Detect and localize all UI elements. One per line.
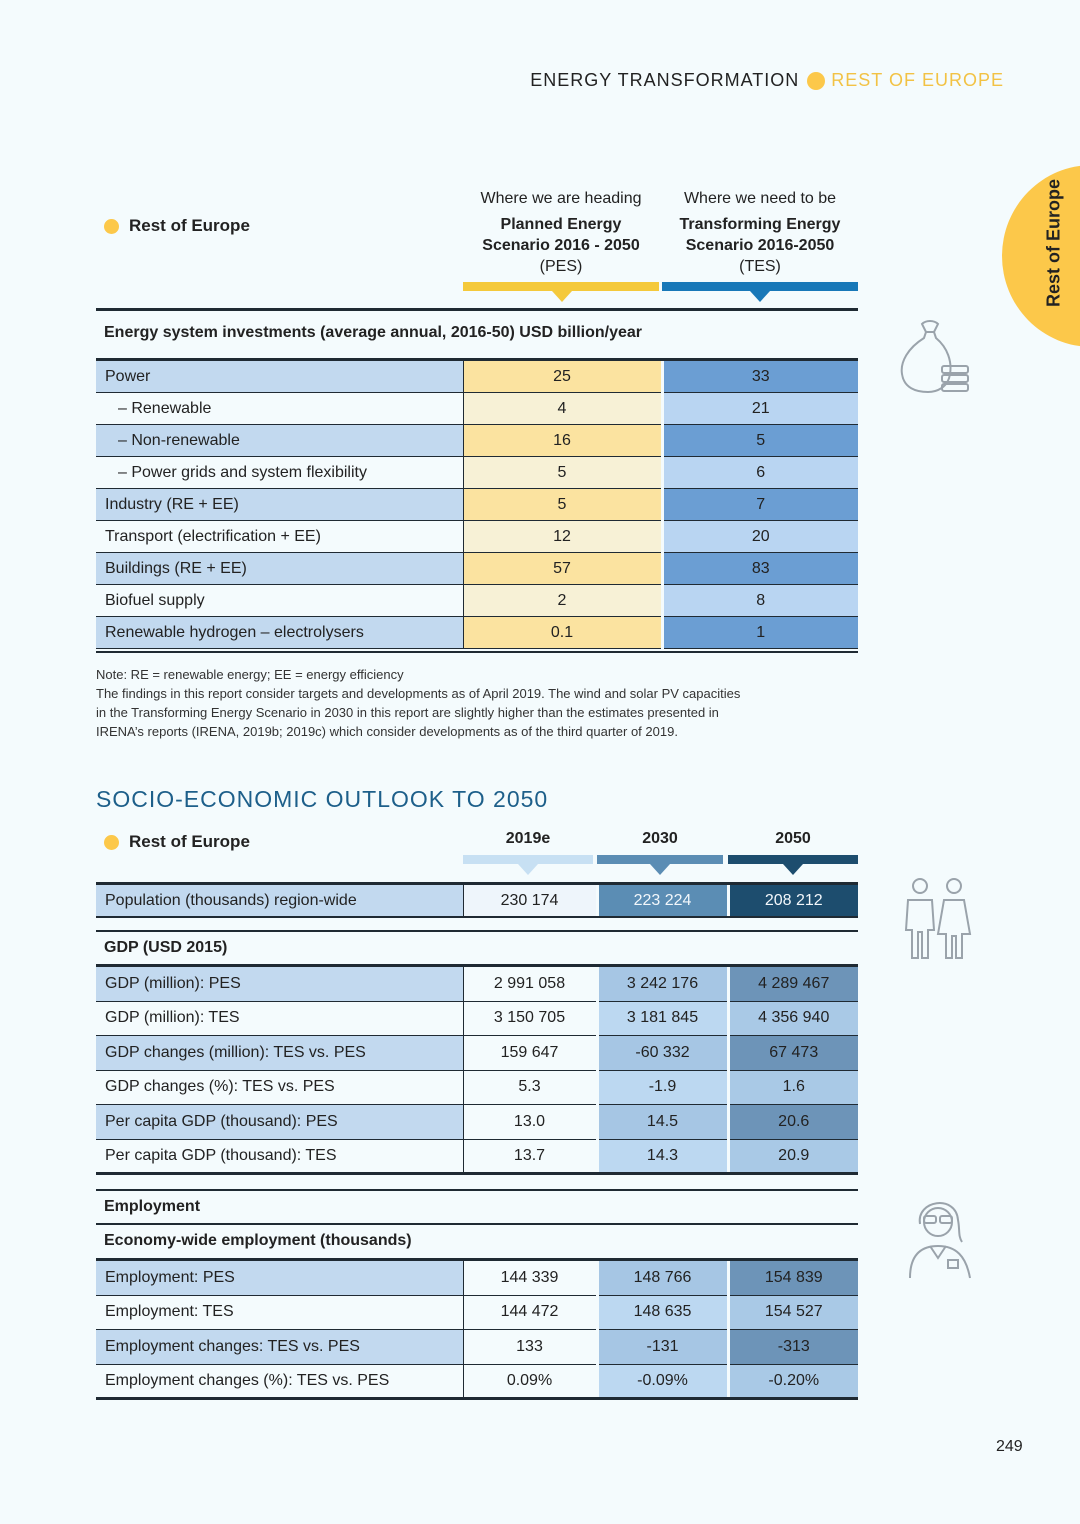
row-label: Power xyxy=(96,361,463,393)
value-2030: -131 xyxy=(597,1330,728,1365)
table-row xyxy=(96,1330,858,1365)
investment-bottom-rule xyxy=(96,651,858,653)
page-header xyxy=(530,70,1004,91)
tes-value: 6 xyxy=(662,457,858,489)
value-2050: 20.6 xyxy=(728,1105,858,1140)
row-label: GDP changes (%): TES vs. PES xyxy=(96,1070,463,1105)
table-row xyxy=(96,553,858,585)
row-label: Biofuel supply xyxy=(96,585,463,617)
tes-value: 33 xyxy=(662,361,858,393)
value-2019e: 133 xyxy=(463,1330,597,1365)
row-label: GDP changes (million): TES vs. PES xyxy=(96,1036,463,1071)
value-2050: 1.6 xyxy=(728,1070,858,1105)
table-row xyxy=(96,1295,858,1330)
tes-line2: Scenario 2016-2050 xyxy=(685,237,835,254)
investment-region-label: Rest of Europe xyxy=(129,216,250,235)
pes-value: 2 xyxy=(463,585,662,617)
tes-arrow-icon xyxy=(750,291,770,302)
value-2019e: 0.09% xyxy=(463,1364,597,1399)
row-label: Industry (RE + EE) xyxy=(96,489,463,521)
year-2019-arrow-icon xyxy=(518,864,538,875)
page-number: 249 xyxy=(996,1438,1023,1455)
row-label: Per capita GDP (thousand): PES xyxy=(96,1105,463,1140)
row-label: GDP (million): TES xyxy=(96,1001,463,1036)
table-row xyxy=(96,1364,858,1399)
table-row xyxy=(96,489,858,521)
pes-sub: Where we are heading xyxy=(480,190,642,207)
row-label: Transport (electrification + EE) xyxy=(96,521,463,553)
employment-subtitle: Economy-wide employment (thousands) xyxy=(104,1232,412,1249)
table-row xyxy=(96,967,858,1001)
value-2030: 14.3 xyxy=(597,1139,728,1174)
year-2050-bar xyxy=(728,855,858,864)
value-2030: -60 332 xyxy=(597,1036,728,1071)
note-line: Note: RE = renewable energy; EE = energy efficiency xyxy=(96,667,404,682)
row-label: Per capita GDP (thousand): TES xyxy=(96,1139,463,1174)
value-2019e: 13.0 xyxy=(463,1105,597,1140)
population-2030: 223 224 xyxy=(597,885,728,917)
tes-value: 83 xyxy=(662,553,858,585)
population-2019: 230 174 xyxy=(463,885,597,917)
year-2050-header: 2050 xyxy=(775,830,811,847)
employment-sub-rule xyxy=(96,1223,858,1225)
gdp-bottom-rule xyxy=(96,1172,858,1175)
socio-region-label: Rest of Europe xyxy=(129,832,250,851)
pes-arrow-icon xyxy=(552,291,572,302)
tes-value: 1 xyxy=(662,617,858,649)
tes-value: 20 xyxy=(662,521,858,553)
investment-top-rule xyxy=(96,308,858,311)
note-line: in the Transforming Energy Scenario in 2030 in this report are slightly higher than the estimates presented in xyxy=(96,705,719,720)
row-label: Employment: TES xyxy=(96,1295,463,1330)
value-2050: 154 527 xyxy=(728,1295,858,1330)
investment-table xyxy=(96,361,858,649)
pes-value: 4 xyxy=(463,393,662,425)
socio-region xyxy=(104,832,250,852)
value-2050: 67 473 xyxy=(728,1036,858,1071)
tes-value: 7 xyxy=(662,489,858,521)
row-label: – Non-renewable xyxy=(96,425,463,457)
table-row xyxy=(96,1001,858,1036)
value-2019e: 5.3 xyxy=(463,1070,597,1105)
pes-value: 0.1 xyxy=(463,617,662,649)
year-2019-header: 2019e xyxy=(505,830,551,847)
table-row xyxy=(96,1070,858,1105)
table-row xyxy=(96,521,858,553)
value-2030: 3 242 176 xyxy=(597,967,728,1001)
value-2050: 4 289 467 xyxy=(728,967,858,1001)
investment-section-title: Energy system investments (average annual, 2016-50) USD billion/year xyxy=(104,324,642,341)
employment-title: Employment xyxy=(104,1198,201,1215)
header-region: REST OF EUROPE xyxy=(831,70,1004,90)
socio-title: SOCIO-ECONOMIC OUTLOOK TO 2050 xyxy=(96,786,549,812)
table-row xyxy=(96,1105,858,1140)
table-row xyxy=(96,361,858,393)
gdp-title: GDP (USD 2015) xyxy=(104,939,228,956)
table-row xyxy=(96,1139,858,1174)
value-2019e: 13.7 xyxy=(463,1139,597,1174)
pes-line3: (PES) xyxy=(539,258,583,275)
row-label: – Renewable xyxy=(96,393,463,425)
table-row xyxy=(96,585,858,617)
value-2019e: 2 991 058 xyxy=(463,967,597,1001)
row-label: GDP (million): PES xyxy=(96,967,463,1001)
gdp-top-rule xyxy=(96,930,858,932)
population-2050: 208 212 xyxy=(728,885,858,917)
tes-line1: Transforming Energy xyxy=(679,216,841,233)
year-2019-bar xyxy=(463,855,593,864)
value-2050: -313 xyxy=(728,1330,858,1365)
value-2019e: 3 150 705 xyxy=(463,1001,597,1036)
gdp-table xyxy=(96,967,858,1174)
side-tab-label: Rest of Europe xyxy=(1043,178,1064,308)
pes-value: 57 xyxy=(463,553,662,585)
value-2030: -1.9 xyxy=(597,1070,728,1105)
people-icon xyxy=(898,874,976,964)
value-2019e: 144 339 xyxy=(463,1261,597,1295)
tes-value: 21 xyxy=(662,393,858,425)
value-2030: 3 181 845 xyxy=(597,1001,728,1036)
tes-sub: Where we need to be xyxy=(683,190,837,207)
table-row xyxy=(96,885,858,917)
row-label: Employment changes: TES vs. PES xyxy=(96,1330,463,1365)
employment-table xyxy=(96,1261,858,1399)
tes-column-header xyxy=(662,188,858,277)
pes-bar xyxy=(463,282,659,291)
population-bottom-rule xyxy=(96,916,858,918)
row-label: Employment: PES xyxy=(96,1261,463,1295)
value-2030: 14.5 xyxy=(597,1105,728,1140)
note-line: The findings in this report consider targets and developments as of April 2019. The wind and solar PV capacities xyxy=(96,686,741,701)
header-section: ENERGY TRANSFORMATION xyxy=(530,70,800,90)
pes-line1: Planned Energy xyxy=(500,216,622,233)
side-tab xyxy=(1002,165,1080,347)
tes-value: 8 xyxy=(662,585,858,617)
money-bag-icon xyxy=(896,318,976,400)
population-label: Population (thousands) region-wide xyxy=(96,885,463,917)
row-label: Renewable hydrogen – electrolysers xyxy=(96,617,463,649)
employment-bottom-rule xyxy=(96,1397,858,1400)
value-2030: 148 766 xyxy=(597,1261,728,1295)
table-row xyxy=(96,425,858,457)
pes-value: 25 xyxy=(463,361,662,393)
value-2050: 4 356 940 xyxy=(728,1001,858,1036)
table-row xyxy=(96,1036,858,1071)
row-label: Employment changes (%): TES vs. PES xyxy=(96,1364,463,1399)
pes-value: 12 xyxy=(463,521,662,553)
worker-icon xyxy=(900,1194,980,1284)
region-dot-icon xyxy=(104,219,119,234)
pes-value: 16 xyxy=(463,425,662,457)
header-dot-icon xyxy=(807,72,825,90)
pes-column-header xyxy=(463,188,659,277)
investment-region xyxy=(104,216,250,236)
region-dot-icon xyxy=(104,835,119,850)
table-row xyxy=(96,457,858,489)
value-2050: -0.20% xyxy=(728,1364,858,1399)
note-line: IRENA’s reports (IRENA, 2019b; 2019c) which consider developments as of the third quarter of 2019. xyxy=(96,724,678,739)
value-2019e: 144 472 xyxy=(463,1295,597,1330)
employment-top-rule xyxy=(96,1189,858,1191)
population-table xyxy=(96,885,858,917)
pes-value: 5 xyxy=(463,457,662,489)
notes xyxy=(96,665,866,741)
year-2030-bar xyxy=(597,855,723,864)
table-row xyxy=(96,393,858,425)
value-2030: -0.09% xyxy=(597,1364,728,1399)
value-2019e: 159 647 xyxy=(463,1036,597,1071)
tes-bar xyxy=(662,282,858,291)
value-2050: 20.9 xyxy=(728,1139,858,1174)
year-2030-arrow-icon xyxy=(650,864,670,875)
tes-value: 5 xyxy=(662,425,858,457)
table-row xyxy=(96,617,858,649)
year-2030-header: 2030 xyxy=(642,830,678,847)
year-2050-arrow-icon xyxy=(783,864,803,875)
tes-line3: (TES) xyxy=(739,258,781,275)
row-label: Buildings (RE + EE) xyxy=(96,553,463,585)
value-2050: 154 839 xyxy=(728,1261,858,1295)
table-row xyxy=(96,1261,858,1295)
pes-value: 5 xyxy=(463,489,662,521)
value-2030: 148 635 xyxy=(597,1295,728,1330)
row-label: – Power grids and system flexibility xyxy=(96,457,463,489)
pes-line2: Scenario 2016 - 2050 xyxy=(482,237,640,254)
